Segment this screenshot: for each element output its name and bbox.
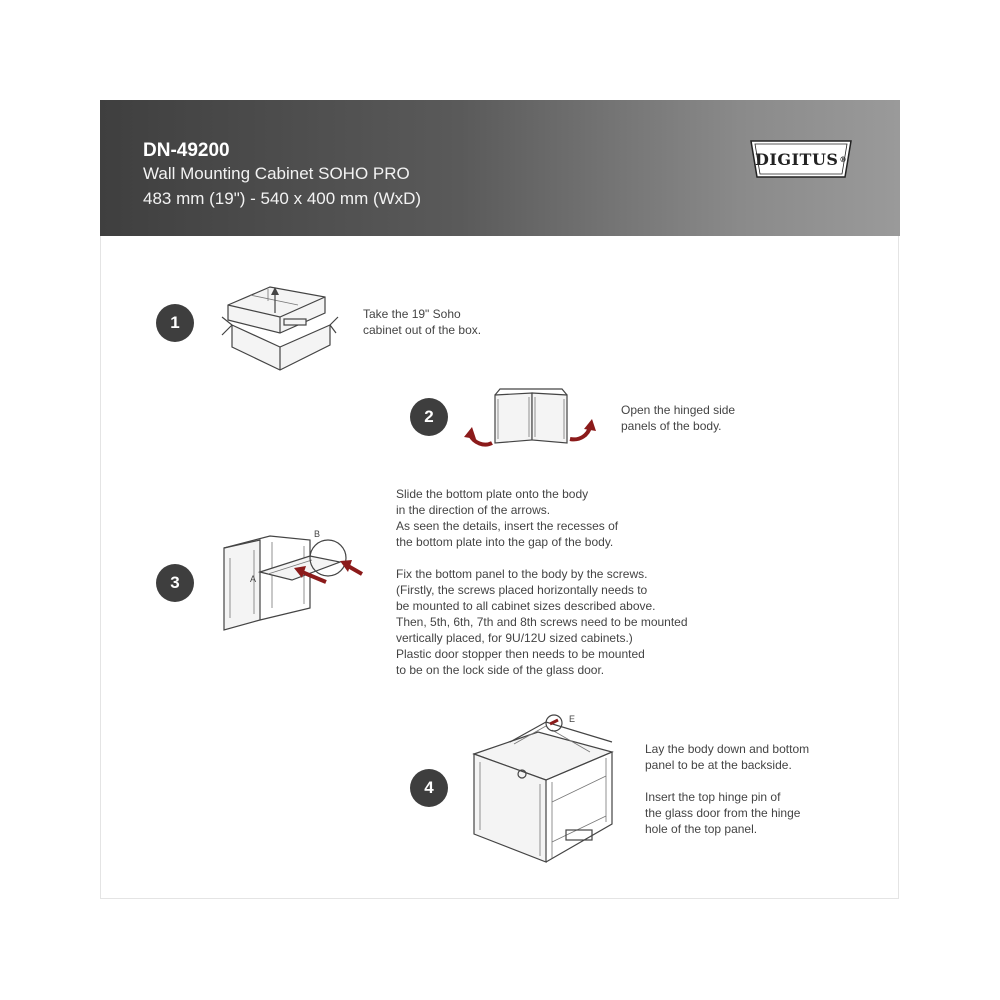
step-3-text xyxy=(396,486,688,678)
step-3-line: vertically placed, for 9U/12U sized cabinets.) xyxy=(396,631,633,645)
step-4-text xyxy=(645,741,809,837)
step-1-badge xyxy=(156,304,194,342)
step-3-number: 3 xyxy=(170,573,180,592)
step-1-line: Take the 19" Soho xyxy=(363,307,461,321)
step-2-number: 2 xyxy=(424,407,434,426)
step-3-line: (Firstly, the screws placed horizontally needs to xyxy=(396,583,648,597)
open-side-panels-illustration xyxy=(462,385,602,450)
step-4-line: hole of the top panel. xyxy=(645,822,758,836)
header-banner xyxy=(100,100,900,236)
step-3-line: the bottom plate into the gap of the body. xyxy=(396,535,614,549)
paragraph-gap xyxy=(645,773,809,789)
paragraph-gap xyxy=(396,550,688,566)
step-1-text xyxy=(363,306,481,338)
step-3-line: be mounted to all cabinet sizes described above. xyxy=(396,599,656,613)
step-4-number: 4 xyxy=(424,778,434,797)
step-4-badge xyxy=(410,769,448,807)
step-4-line: Lay the body down and bottom xyxy=(645,742,810,756)
step-3-line: As seen the details, insert the recesses of xyxy=(396,519,619,533)
logo-text: DIGITUS xyxy=(755,149,839,169)
step-2-line: panels of the body. xyxy=(621,419,722,433)
step-4-line: Insert the top hinge pin of xyxy=(645,790,781,804)
slide-bottom-plate-illustration xyxy=(220,528,370,638)
step-3-line: Then, 5th, 6th, 7th and 8th screws need to be mounted xyxy=(396,615,688,629)
step-3-badge xyxy=(156,564,194,602)
label-a: A xyxy=(250,574,257,584)
step-4-line: the glass door from the hinge xyxy=(645,806,801,820)
step-3-line: to be on the lock side of the glass door. xyxy=(396,663,605,677)
step-1-line: cabinet out of the box. xyxy=(363,323,482,337)
label-e: E xyxy=(569,714,576,724)
product-dimensions: 483 mm (19") - 540 x 400 mm (WxD) xyxy=(143,189,422,208)
step-4-line: panel to be at the backside. xyxy=(645,758,792,772)
label-b: B xyxy=(314,529,321,539)
insert-hinge-pin-illustration xyxy=(470,712,630,872)
step-3-line: in the direction of the arrows. xyxy=(396,503,551,517)
step-2-badge xyxy=(410,398,448,436)
product-code: DN-49200 xyxy=(143,140,230,161)
step-1-number: 1 xyxy=(170,313,180,332)
step-3-line: Fix the bottom panel to the body by the screws. xyxy=(396,567,648,581)
digitus-logo xyxy=(750,140,852,178)
step-2-text xyxy=(621,402,735,434)
cabinet-in-box-illustration xyxy=(220,275,340,375)
step-3-line: Slide the bottom plate onto the body xyxy=(396,487,589,501)
product-name: Wall Mounting Cabinet SOHO PRO xyxy=(143,164,410,183)
step-3-line: Plastic door stopper then needs to be mounted xyxy=(396,647,645,661)
step-2-line: Open the hinged side xyxy=(621,403,736,417)
registered-mark: ® xyxy=(839,154,847,164)
